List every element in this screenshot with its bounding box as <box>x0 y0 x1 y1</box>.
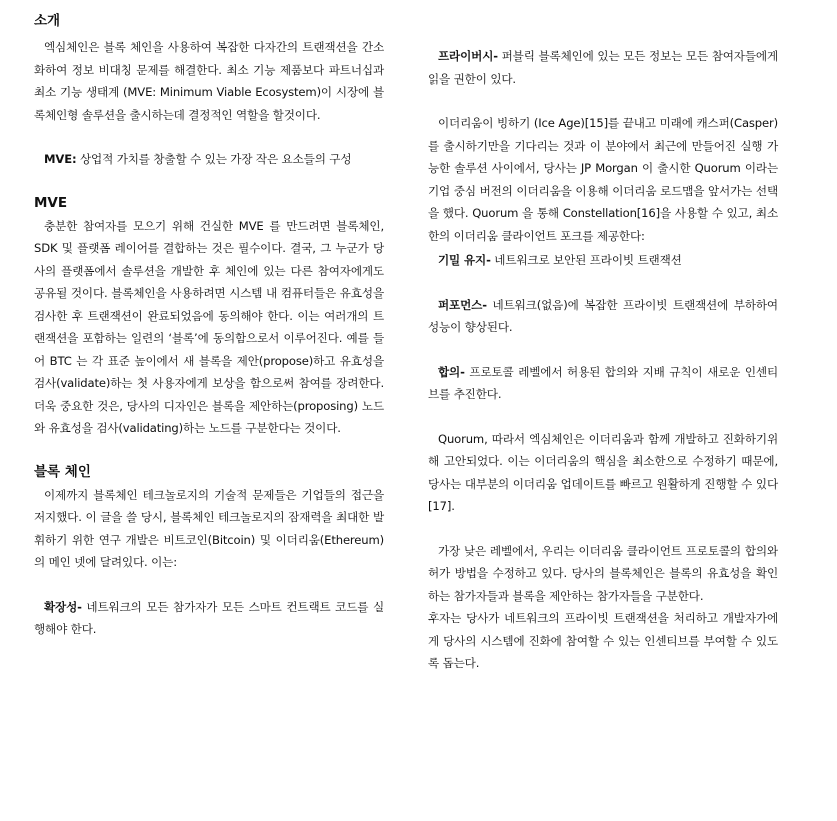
right-column <box>428 45 778 675</box>
scalability-term: 확장성- <box>44 599 82 614</box>
scalability-item <box>34 596 384 641</box>
mve-definition-text: 상업적 가치를 창출할 수 있는 가장 작은 요소들의 구성 <box>76 152 352 166</box>
performance-item <box>428 294 778 339</box>
blockchain-paragraph: 이제까지 블록체인 테크놀로지의 기술적 문제들은 기업들의 접근을 저지했다. 이 글을 쓸 당시, 블록체인 테크놀로지의 잠재력을 최대한 발휘하기 위한 연구 개발은 비트코인(Bitcoin) 및 이더리움(Ethereum)의 메인 넷에 달려있다. 이는: <box>34 487 384 569</box>
confidential-term: 기밀 유지- <box>438 253 491 267</box>
left-column <box>34 11 384 641</box>
consensus-term: 합의- <box>438 364 465 379</box>
ice-age-paragraph: 이더리움이 빙하기 (Ice Age)[15]를 끝내고 미래에 캐스퍼(Casper)를 출시하기만을 기다리는 것과 이 분야에서 최근에 만들어진 실행 가능한 솔루션 사이에서, 당사는 JP Morgan 이 출시한 Quorum 이라는 기업 중심 버전의 이더리움을 이용해 이더리움 로드맵을 앞서가는 선택을 했다. Quorum 을 통해 Constellation[16]을 사용할 수 있고, 최소한의 이더리움 클라이언트 포크를 제공한다: <box>428 116 778 243</box>
mve-heading: MVE <box>34 194 68 211</box>
privacy-text: 퍼블릭 블록체인에 있는 모든 정보는 모든 참여자들에게 읽을 권한이 있다. <box>428 49 778 86</box>
quorum-paragraph: Quorum, 따라서 엑심체인은 이더리움과 함께 개발하고 진화하기위해 고안되었다. 이는 이더리움의 핵심을 최소한으로 수정하기 때문에, 당사는 대부분의 이더리움 업데이트를 빠르고 원활하게 진행할 수 있다[17]. <box>428 431 778 513</box>
performance-term: 퍼포먼스- <box>438 297 487 312</box>
mve-paragraph: 충분한 참여자를 모으기 위해 건실한 MVE 를 만드려면 블록체인, SDK 및 플랫폼 레이어를 결합하는 것은 필수이다. 결국, 그 누군가 당사의 플랫폼에서 솔루션을 개발한 후 체인에 있는 다른 참여자에게도 공유될 것이다. 블록체인을 사용하려면 시스템 내 컴퓨터들은 유효성을 검사한 후 트랜잭션이 완료되었음에 동의해야 한다. 이는 여러개의 트랜잭션을 포함하는 일련의 ‘블록’에 동의함으로서 이루어진다. 예를 들어 BTC 는 각 표준 높이에서 새 블록을 제안(propose)하고 유효성을 검사(validate)하는 첫 사용자에게 보상을 함으로써 참여를 장려한다. 더욱 중요한 것은, 당사의 디자인은 블록을 제안하는(proposing) 노드와 유효성을 검사(validating)하는 노드를 구분한다는 것이다. <box>34 218 384 435</box>
consensus-text: 프로토콜 레벨에서 허용된 합의와 지배 규칙이 새로운 인센티브를 추진한다. <box>428 364 778 401</box>
lowest-level-paragraph: 가장 낮은 레벨에서, 우리는 이더리움 클라이언트 프로토콜의 합의와 허가 방법을 수정하고 있다. 당사의 블록체인은 블록의 유효성을 확인하는 참가자들과 블록을 제안하는 참가자들을 구분한다. <box>428 543 778 603</box>
privacy-item <box>428 45 778 90</box>
confidential-item <box>428 249 778 272</box>
latter-paragraph: 후자는 당사가 네트워크의 프라이빗 트랜잭션을 처리하고 개발자가에게 당사의 시스템에 진화에 참여할 수 있는 인센티브를 부여할 수 있도록 돕는다. <box>428 611 778 670</box>
scalability-text: 네트워크의 모든 참가자가 모든 스마트 컨트랙트 코드를 실행해야 한다. <box>34 599 384 636</box>
performance-text: 네트워크(없음)에 복잡한 프라이빗 트랜잭션에 부하하여 성능이 향상된다. <box>428 297 778 334</box>
blockchain-heading: 블록 체인 <box>34 463 91 480</box>
mve-definition <box>34 148 384 171</box>
mve-definition-term: MVE: <box>44 152 77 166</box>
intro-paragraph: 엑심체인은 블록 체인을 사용하여 복잡한 다자간의 트랜잭션을 간소화하여 정보 비대칭 문제를 해결한다. 최소 기능 제품보다 파트너십과 최소 기능 생태계 (MVE: Minimum Viable Ecosystem)이 시장에 블록체인형 솔루션을 출시하는데 결정적인 역할을 할것이다. <box>34 40 384 122</box>
confidential-text: 네트워크로 보안된 프라이빗 트랜잭션 <box>490 253 682 267</box>
privacy-term: 프라이버시- <box>438 49 498 63</box>
intro-heading: 소개 <box>34 13 61 29</box>
consensus-item <box>428 361 778 406</box>
